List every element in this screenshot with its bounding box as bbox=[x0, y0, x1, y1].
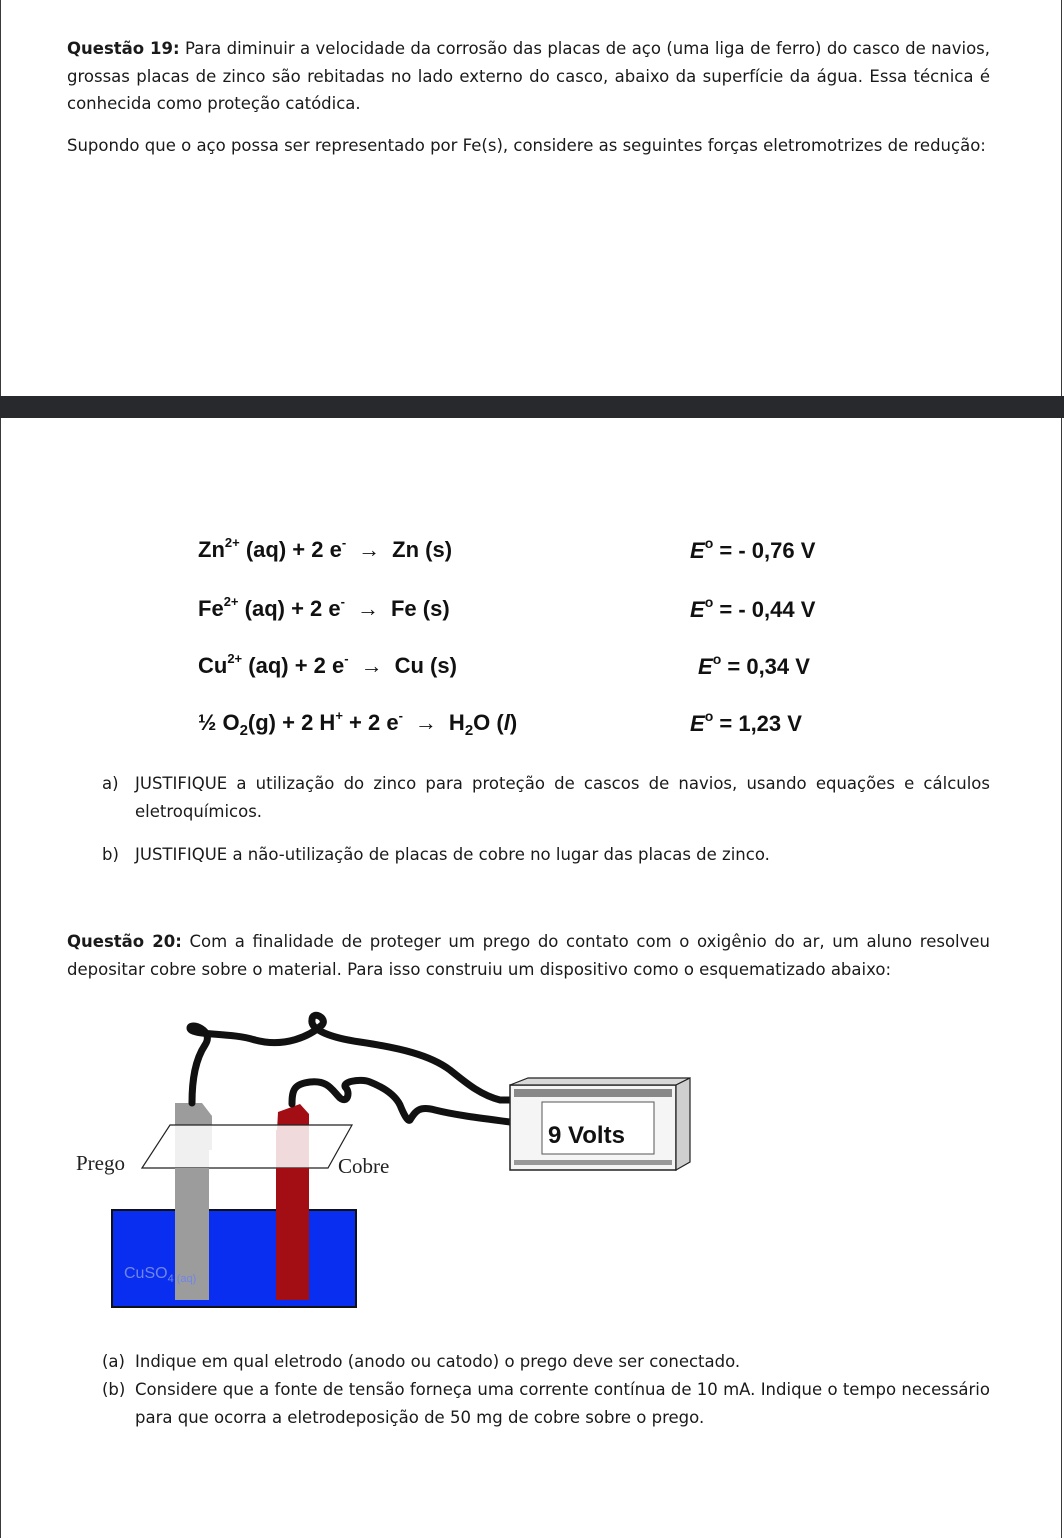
potential-cu: $E^o = 0,34$ V bbox=[698, 651, 810, 679]
battery-label: 9 Volts bbox=[548, 1122, 625, 1149]
q20-item-b-text: Considere que a fonte de tensão forneça uma corrente contínua de 10 mA. Indique o tempo necessário para que ocorra a eletrodeposição de 50 mg de cobre sobre o prego. bbox=[135, 1380, 990, 1427]
q19-line2: Supondo que o aço possa ser representado por Fe(s), considere as seguintes forças eletromotrizes de redução: bbox=[67, 136, 986, 155]
q19-intro-text: Para diminuir a velocidade da corrosão das placas de aço (uma liga de ferro) do casco de navios, grossas placas de zinco são rebitadas no lado externo do casco, abaixo da superfície da água. Essa técnica é conhecida como proteção catódica. bbox=[67, 39, 991, 113]
potential-zn: $E^o$ = - 0,76 V bbox=[690, 535, 816, 563]
label-cobre: Cobre bbox=[338, 1154, 390, 1178]
q20-item-a bbox=[102, 1348, 992, 1376]
potential-o2: $E^o = 1,23$ V bbox=[690, 708, 802, 736]
q20-item-a-label: (a) bbox=[102, 1352, 125, 1371]
q20-item-b bbox=[102, 1376, 992, 1432]
equation-fe: $Fe^{2+}$ (aq) + 2 e- → Fe (s) bbox=[198, 594, 450, 621]
q20-intro-text: Com a finalidade de proteger um prego do contato com o oxigênio do ar, um aluno resolveu depositar cobre sobre o material. Para isso construiu um dispositivo como o esquematizado abaixo: bbox=[67, 932, 991, 979]
q20-item-a-text: Indique em qual eletrodo (anodo ou catodo) o prego deve ser conectado. bbox=[135, 1352, 741, 1371]
q20-title: Questão 20: bbox=[67, 932, 182, 951]
q19-title: Questão 19: bbox=[67, 39, 180, 58]
q19-intro bbox=[67, 35, 990, 118]
q20-item-b-label: (b) bbox=[102, 1380, 126, 1399]
potential-fe: $E^o$ = - 0,44 V bbox=[690, 594, 816, 622]
q19-item-b-label: b) bbox=[102, 845, 119, 864]
support-plate bbox=[142, 1125, 352, 1168]
q19-item-a-text: JUSTIFIQUE a utilização do zinco para proteção de cascos de navios, usando equações e cálculos eletroquímicos. bbox=[135, 774, 990, 821]
q19-item-b bbox=[102, 841, 992, 869]
q19-item-a bbox=[102, 770, 992, 826]
cuso4-solution bbox=[112, 1210, 356, 1307]
label-prego: Prego bbox=[76, 1151, 125, 1175]
solution-label: CuSO$_{4 (aq)}$ bbox=[124, 1265, 197, 1286]
q19-item-a-label: a) bbox=[102, 774, 119, 793]
equation-cu: $Cu^{2+}$ (aq) + 2 e- → Cu (s) bbox=[198, 651, 457, 678]
equation-o2: ½ $O_2(g) + 2$ H+ + 2 $e^- \to H_2O$ (l) bbox=[198, 708, 518, 739]
q20-intro bbox=[67, 928, 990, 983]
page-separator-bar bbox=[0, 396, 1064, 418]
q19-item-b-text: JUSTIFIQUE a não-utilização de placas de cobre no lugar das placas de zinco. bbox=[135, 845, 770, 864]
equation-zn: $Zn^{2+}$ (aq) + 2 e- → Zn (s) bbox=[198, 535, 453, 562]
